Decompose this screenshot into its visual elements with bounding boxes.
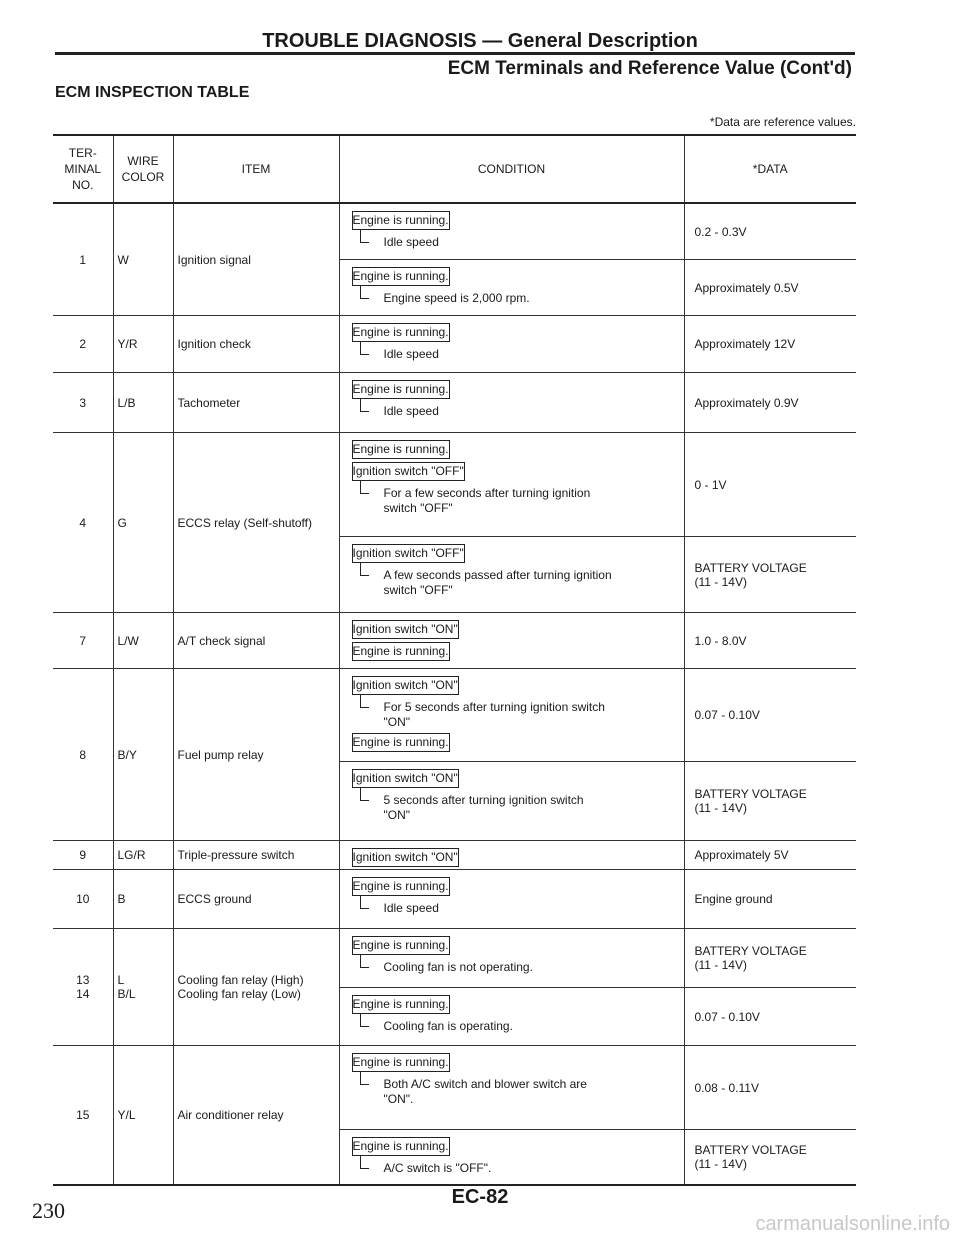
item-name: Cooling fan relay (High) Cooling fan relay (Low) — [173, 929, 339, 1046]
condition-block — [340, 841, 684, 869]
condition-cell — [339, 433, 684, 613]
col-header-terminal: TER- MINAL NO. — [53, 135, 113, 203]
data-value: Approximately 0.5V — [685, 259, 857, 315]
terminal-number: 2 — [53, 316, 113, 373]
condition-block — [340, 204, 684, 259]
table-row — [53, 841, 856, 870]
data-value: 0.08 - 0.11V — [694, 1080, 759, 1095]
item-name: ECCS ground — [173, 870, 339, 929]
condition-block — [340, 1046, 684, 1129]
condition-block — [340, 761, 684, 840]
condition-box: Ignition switch "ON" — [352, 848, 459, 867]
table-row — [53, 433, 856, 613]
condition-block — [340, 929, 684, 987]
table-row — [53, 203, 856, 316]
terminal-number: 7 — [53, 613, 113, 669]
col-header-item: ITEM — [173, 135, 339, 203]
col-header-condition: CONDITION — [339, 135, 684, 203]
data-cell — [684, 613, 856, 669]
data-value: 0 - 1V — [694, 477, 727, 492]
data-cell — [684, 929, 856, 1046]
condition-block — [340, 870, 684, 928]
condition-block — [340, 1129, 684, 1184]
col-header-data: *DATA — [684, 135, 856, 203]
table-row — [53, 870, 856, 929]
condition-box: Ignition switch "ON" — [352, 676, 459, 695]
item-name: Triple-pressure switch — [173, 841, 339, 870]
condition-block — [340, 987, 684, 1045]
terminal-number: 8 — [53, 669, 113, 841]
condition-cell — [339, 841, 684, 870]
condition-detail: Cooling fan is operating. — [358, 1019, 676, 1034]
condition-block — [340, 613, 684, 668]
condition-box: Ignition switch "OFF" — [352, 462, 465, 481]
condition-box: Engine is running. — [352, 877, 450, 896]
terminal-number: 10 — [53, 870, 113, 929]
item-name: ECCS relay (Self-shutoff) — [173, 433, 339, 613]
data-value: 0.07 - 0.10V — [685, 987, 857, 1045]
wire-color: Y/L — [113, 1046, 173, 1186]
wire-color: LG/R — [113, 841, 173, 870]
condition-detail: Idle speed — [358, 404, 676, 419]
page-code: EC-82 — [451, 1186, 509, 1208]
wire-color: Y/R — [113, 316, 173, 373]
condition-detail: Idle speed — [358, 901, 676, 916]
condition-box: Engine is running. — [352, 440, 450, 459]
condition-box: Ignition switch "ON" — [352, 769, 459, 788]
item-name: Ignition signal — [173, 203, 339, 316]
terminal-number: 9 — [53, 841, 113, 870]
condition-block — [340, 259, 684, 315]
data-value: Engine ground — [694, 892, 773, 906]
table-row — [53, 373, 856, 433]
condition-block — [340, 669, 684, 761]
table-row — [53, 613, 856, 669]
condition-box: Engine is running. — [352, 1137, 450, 1156]
terminal-number: 4 — [53, 433, 113, 613]
condition-block — [340, 433, 684, 536]
condition-box: Engine is running. — [352, 323, 450, 342]
condition-cell — [339, 613, 684, 669]
wire-color: G — [113, 433, 173, 613]
condition-cell — [339, 373, 684, 433]
condition-cell — [339, 316, 684, 373]
data-cell — [684, 316, 856, 373]
data-cell — [684, 373, 856, 433]
wire-color: B — [113, 870, 173, 929]
data-cell — [684, 669, 856, 841]
watermark: carmanualsonline.info — [755, 1213, 950, 1235]
data-value: BATTERY VOLTAGE (11 - 14V) — [685, 761, 857, 840]
item-name: Tachometer — [173, 373, 339, 433]
terminal-number: 3 — [53, 373, 113, 433]
item-name: Air conditioner relay — [173, 1046, 339, 1186]
data-value: BATTERY VOLTAGE (11 - 14V) — [685, 1129, 857, 1184]
condition-block — [340, 373, 684, 432]
item-name: Ignition check — [173, 316, 339, 373]
section-title: TROUBLE DIAGNOSIS — General Description — [262, 30, 698, 52]
page-subtitle: ECM Terminals and Reference Value (Cont'd) — [447, 58, 852, 79]
data-cell — [684, 1046, 856, 1186]
wire-color: L/W — [113, 613, 173, 669]
condition-detail: Cooling fan is not operating. — [358, 960, 676, 975]
title-rule — [55, 52, 855, 55]
condition-box: Engine is running. — [352, 1053, 450, 1072]
ecm-inspection-table — [53, 134, 856, 1186]
condition-cell — [339, 870, 684, 929]
condition-detail: 5 seconds after turning ignition switch "ON" — [358, 793, 676, 823]
data-value: BATTERY VOLTAGE (11 - 14V) — [694, 944, 807, 972]
data-value: 0.07 - 0.10V — [694, 708, 760, 722]
wire-color: L/B — [113, 373, 173, 433]
condition-detail: Both A/C switch and blower switch are "ON". — [358, 1077, 676, 1107]
table-row — [53, 929, 856, 1046]
table-row — [53, 669, 856, 841]
wire-color: B/Y — [113, 669, 173, 841]
data-value: Approximately 5V — [694, 848, 789, 862]
page-number: 230 — [32, 1198, 65, 1223]
wire-color: W — [113, 203, 173, 316]
condition-cell — [339, 929, 684, 1046]
condition-box: Engine is running. — [352, 733, 450, 752]
condition-block — [340, 536, 684, 612]
condition-detail: For 5 seconds after turning ignition switch "ON" — [358, 700, 676, 730]
condition-detail: Idle speed — [358, 235, 676, 250]
condition-detail: Idle speed — [358, 347, 676, 362]
data-value: 0.2 - 0.3V — [694, 224, 747, 239]
data-value: Approximately 0.9V — [694, 395, 799, 410]
condition-detail: A few seconds passed after turning ignition switch "OFF" — [358, 568, 676, 598]
data-value: BATTERY VOLTAGE (11 - 14V) — [685, 536, 857, 612]
item-name: A/T check signal — [173, 613, 339, 669]
condition-cell — [339, 669, 684, 841]
reference-note: *Data are reference values. — [709, 115, 856, 129]
table-row — [53, 1046, 856, 1186]
condition-detail: A/C switch is "OFF". — [358, 1161, 676, 1176]
terminal-number: 1 — [53, 203, 113, 316]
data-cell — [684, 841, 856, 870]
condition-cell — [339, 203, 684, 316]
data-cell — [684, 203, 856, 316]
condition-block — [340, 316, 684, 372]
condition-box: Engine is running. — [352, 267, 450, 286]
item-name: Fuel pump relay — [173, 669, 339, 841]
data-cell — [684, 433, 856, 613]
condition-box: Engine is running. — [352, 936, 450, 955]
condition-box: Ignition switch "ON" — [352, 620, 459, 639]
condition-cell — [339, 1046, 684, 1186]
condition-box: Engine is running. — [352, 380, 450, 399]
condition-box: Engine is running. — [352, 211, 450, 230]
wire-color: L B/L — [113, 929, 173, 1046]
col-header-wire-color: WIRE COLOR — [113, 135, 173, 203]
table-row — [53, 316, 856, 373]
data-value: 1.0 - 8.0V — [694, 633, 747, 648]
condition-detail: Engine speed is 2,000 rpm. — [358, 291, 676, 306]
condition-box: Ignition switch "OFF" — [352, 544, 465, 563]
data-cell — [684, 870, 856, 929]
data-value: Approximately 12V — [694, 337, 796, 351]
condition-detail: For a few seconds after turning ignition switch "OFF" — [358, 486, 676, 516]
table-title: ECM INSPECTION TABLE — [55, 84, 250, 101]
condition-box: Engine is running. — [352, 995, 450, 1014]
condition-box: Engine is running. — [352, 642, 450, 661]
terminal-number: 15 — [53, 1046, 113, 1186]
terminal-number: 13 14 — [53, 929, 113, 1046]
